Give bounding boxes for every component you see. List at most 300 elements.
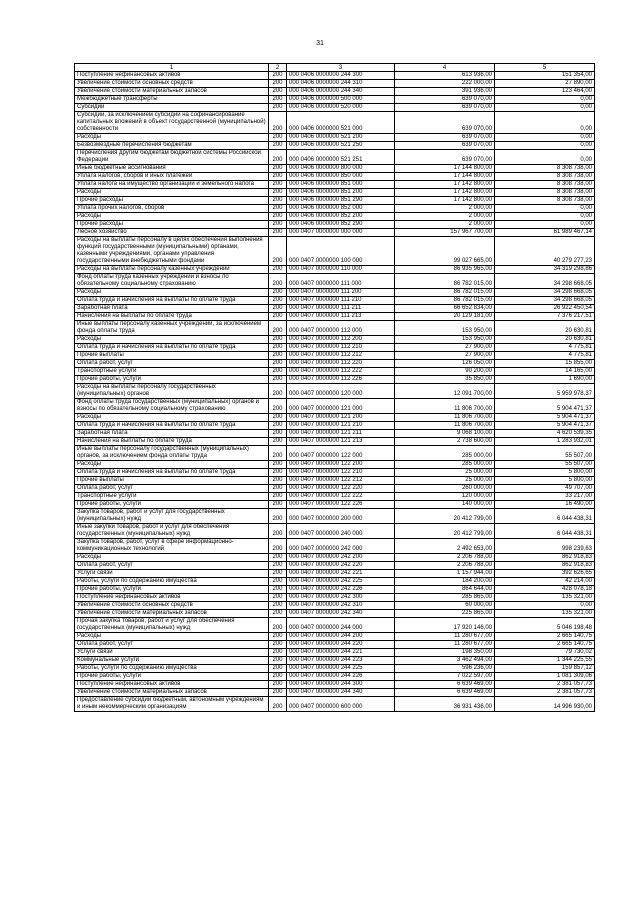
budget-code-cell: 000 0407 0000000 121 210 <box>287 422 395 430</box>
table-row <box>75 673 595 681</box>
row-code-cell: 200 <box>269 485 287 493</box>
executed-amount-cell: 2 381 057,73 <box>495 689 595 697</box>
row-code-cell: 200 <box>269 352 287 360</box>
table-row <box>75 112 595 134</box>
approved-amount-cell: 17 142 800,00 <box>395 197 495 205</box>
row-code-cell: 200 <box>269 586 287 594</box>
row-name-cell: Иные закупки товаров, работ и услуг для обеспечения государственных (муниципальных) нужд <box>75 524 269 539</box>
approved-amount-cell: 285 865,00 <box>395 594 495 602</box>
executed-amount-cell: 5 800,00 <box>495 477 595 485</box>
column-header-1: 1 <box>75 64 269 72</box>
row-name-cell: Закупка товаров, работ и услуг для государственных (муниципальных) нужд <box>75 509 269 524</box>
executed-amount-cell: 2 665 140,75 <box>495 633 595 641</box>
row-name-cell: Начисления на выплаты по оплате труда <box>75 438 269 446</box>
row-name-cell: Субсидии <box>75 104 269 112</box>
executed-amount-cell: 20 630,81 <box>495 321 595 336</box>
budget-code-cell: 000 0407 0000000 112 200 <box>287 336 395 344</box>
approved-amount-cell: 3 462 494,00 <box>395 657 495 665</box>
approved-amount-cell: 9 068 100,00 <box>395 430 495 438</box>
budget-code-cell: 000 0407 0000000 244 300 <box>287 681 395 689</box>
executed-amount-cell: 8 308 738,00 <box>495 181 595 189</box>
approved-amount-cell: 25 000,00 <box>395 469 495 477</box>
executed-amount-cell: 55 507,00 <box>495 446 595 461</box>
approved-amount-cell: 153 950,00 <box>395 336 495 344</box>
budget-code-cell: 000 0407 0000000 242 340 <box>287 610 395 618</box>
approved-amount-cell: 66 652 834,00 <box>395 305 495 313</box>
row-code-cell: 200 <box>269 321 287 336</box>
budget-code-cell: 000 0407 0000000 244 226 <box>287 673 395 681</box>
row-name-cell: Расходы <box>75 189 269 197</box>
executed-amount-cell: 33 217,00 <box>495 493 595 501</box>
table-row <box>75 336 595 344</box>
approved-amount-cell: 86 782 015,00 <box>395 297 495 305</box>
budget-code-cell: 000 0407 0000000 244 225 <box>287 665 395 673</box>
table-row <box>75 681 595 689</box>
table-row <box>75 509 595 524</box>
budget-code-cell: 000 0406 0000000 850 000 <box>287 173 395 181</box>
column-header-3: 3 <box>287 64 395 72</box>
executed-amount-cell: 8 308 738,00 <box>495 189 595 197</box>
approved-amount-cell: 6 639 469,00 <box>395 681 495 689</box>
executed-amount-cell: 5 904 471,37 <box>495 414 595 422</box>
row-name-cell: Закупка товаров, работ, услуг в сфере информационно-коммуникационных технологий <box>75 539 269 554</box>
approved-amount-cell: 120 000,00 <box>395 493 495 501</box>
row-name-cell: Прочие выплаты <box>75 352 269 360</box>
budget-code-cell: 000 0407 0000000 242 200 <box>287 554 395 562</box>
budget-code-cell: 000 0407 0000000 122 220 <box>287 485 395 493</box>
table-row <box>75 189 595 197</box>
approved-amount-cell: 140 000,00 <box>395 501 495 509</box>
row-code-cell: 200 <box>269 414 287 422</box>
budget-code-cell: 000 0406 0000000 500 000 <box>287 96 395 104</box>
row-code-cell: 200 <box>269 430 287 438</box>
row-name-cell: Транспортные услуги <box>75 493 269 501</box>
budget-code-cell: 000 0407 0000000 244 340 <box>287 689 395 697</box>
executed-amount-cell: 0,00 <box>495 602 595 610</box>
row-code-cell: 200 <box>269 641 287 649</box>
executed-amount-cell: 55 507,00 <box>495 461 595 469</box>
row-code-cell: 200 <box>269 197 287 205</box>
table-row <box>75 213 595 221</box>
row-name-cell: Расходы на выплаты персоналу в целях обеспечения выполнения функций государственными (муниципальными) органами, казенными учреждениями, органами управления государственными внебюджетными фондами <box>75 237 269 266</box>
table-row <box>75 313 595 321</box>
row-code-cell: 200 <box>269 446 287 461</box>
row-code-cell: 200 <box>269 72 287 80</box>
approved-amount-cell: 90 200,00 <box>395 368 495 376</box>
approved-amount-cell: 86 782 015,00 <box>395 274 495 289</box>
budget-code-cell: 000 0407 0000000 112 226 <box>287 376 395 384</box>
table-row <box>75 80 595 88</box>
table-row <box>75 229 595 237</box>
table-row <box>75 321 595 336</box>
executed-amount-cell: 5 046 198,48 <box>495 618 595 633</box>
approved-amount-cell: 20 412 799,00 <box>395 509 495 524</box>
table-row <box>75 649 595 657</box>
row-name-cell: Оплата труда и начисления на выплаты по оплате труда <box>75 422 269 430</box>
row-name-cell: Уплата налога на имущество организаций и земельного налога <box>75 181 269 189</box>
budget-code-cell: 000 0407 0000000 240 000 <box>287 524 395 539</box>
table-row <box>75 72 595 80</box>
budget-code-cell: 000 0407 0000000 122 222 <box>287 493 395 501</box>
approved-amount-cell: 86 935 965,00 <box>395 266 495 274</box>
budget-code-cell: 000 0407 0000000 122 212 <box>287 477 395 485</box>
row-code-cell: 200 <box>269 665 287 673</box>
budget-code-cell: 000 0406 0000000 244 310 <box>287 80 395 88</box>
row-code-cell: 200 <box>269 657 287 665</box>
table-row <box>75 485 595 493</box>
row-code-cell: 200 <box>269 165 287 173</box>
row-name-cell: Межбюджетные трансферты <box>75 96 269 104</box>
approved-amount-cell: 25 000,00 <box>395 477 495 485</box>
executed-amount-cell: 34 298 668,05 <box>495 297 595 305</box>
row-code-cell: 200 <box>269 570 287 578</box>
table-row <box>75 594 595 602</box>
row-code-cell: 200 <box>269 524 287 539</box>
executed-amount-cell: 151 354,00 <box>495 72 595 80</box>
table-row <box>75 150 595 165</box>
budget-code-cell: 000 0407 0000000 242 221 <box>287 570 395 578</box>
row-name-cell: Перечисления другим бюджетам бюджетной системы Российской Федерации <box>75 150 269 165</box>
approved-amount-cell: 6 639 469,00 <box>395 689 495 697</box>
row-name-cell: Расходы на выплаты персоналу казенных учреждений <box>75 266 269 274</box>
budget-code-cell: 000 0406 0000000 852 200 <box>287 213 395 221</box>
row-name-cell: Расходы на выплаты персоналу государственных (муниципальных) органов <box>75 384 269 399</box>
budget-code-cell: 000 0407 0000000 112 222 <box>287 368 395 376</box>
approved-amount-cell: 222 000,00 <box>395 80 495 88</box>
executed-amount-cell: 5 904 471,37 <box>495 422 595 430</box>
row-code-cell: 200 <box>269 477 287 485</box>
row-name-cell: Оплата труда и начисления на выплаты по оплате труда <box>75 344 269 352</box>
executed-amount-cell: 862 918,83 <box>495 562 595 570</box>
row-code-cell: 200 <box>269 213 287 221</box>
executed-amount-cell: 392 626,65 <box>495 570 595 578</box>
executed-amount-cell: 0,00 <box>495 221 595 229</box>
budget-code-cell: 000 0407 0000000 111 000 <box>287 274 395 289</box>
table-row <box>75 539 595 554</box>
row-code-cell: 200 <box>269 673 287 681</box>
table-row <box>75 570 595 578</box>
budget-code-cell: 000 0406 0000000 800 000 <box>287 165 395 173</box>
table-row <box>75 360 595 368</box>
budget-code-cell: 000 0407 0000000 112 220 <box>287 360 395 368</box>
approved-amount-cell: 157 967 700,00 <box>395 229 495 237</box>
executed-amount-cell: 8 308 738,00 <box>495 173 595 181</box>
row-name-cell: Поступление нефинансовых активов <box>75 72 269 80</box>
row-code-cell: 200 <box>269 274 287 289</box>
executed-amount-cell: 1 283 932,01 <box>495 438 595 446</box>
table-row <box>75 524 595 539</box>
executed-amount-cell: 79 730,02 <box>495 649 595 657</box>
approved-amount-cell: 12 091 700,00 <box>395 384 495 399</box>
row-name-cell: Расходы <box>75 289 269 297</box>
row-name-cell: Услуги связи <box>75 649 269 657</box>
table-row <box>75 602 595 610</box>
row-name-cell: Увеличение стоимости основных средств <box>75 602 269 610</box>
row-code-cell: 200 <box>269 539 287 554</box>
budget-code-cell: 000 0407 0000000 110 000 <box>287 266 395 274</box>
header-row <box>75 64 595 72</box>
executed-amount-cell: 20 630,81 <box>495 336 595 344</box>
budget-code-cell: 000 0407 0000000 122 226 <box>287 501 395 509</box>
table-row <box>75 446 595 461</box>
row-code-cell: 200 <box>269 633 287 641</box>
approved-amount-cell: 11 280 677,00 <box>395 641 495 649</box>
budget-table <box>74 63 595 712</box>
row-code-cell: 200 <box>269 104 287 112</box>
approved-amount-cell: 2 738 600,00 <box>395 438 495 446</box>
row-name-cell: Прочие работы, услуги <box>75 586 269 594</box>
table-row <box>75 305 595 313</box>
approved-amount-cell: 35 850,00 <box>395 376 495 384</box>
approved-amount-cell: 613 936,00 <box>395 72 495 80</box>
budget-code-cell: 000 0407 0000000 000 000 <box>287 229 395 237</box>
executed-amount-cell: 428 078,18 <box>495 586 595 594</box>
budget-code-cell: 000 0407 0000000 242 000 <box>287 539 395 554</box>
approved-amount-cell: 20 412 799,00 <box>395 524 495 539</box>
row-name-cell: Оплата работ, услуг <box>75 641 269 649</box>
row-name-cell: Субсидии, за исключением субсидий на софинансирование капитальных вложений в объект государственной (муниципальной) собственности <box>75 112 269 134</box>
table-row <box>75 297 595 305</box>
executed-amount-cell: 135 321,00 <box>495 594 595 602</box>
row-code-cell: 200 <box>269 509 287 524</box>
table-row <box>75 289 595 297</box>
executed-amount-cell: 0,00 <box>495 213 595 221</box>
budget-code-cell: 000 0407 0000000 244 223 <box>287 657 395 665</box>
row-name-cell: Безвозмездные перечисления бюджетам <box>75 142 269 150</box>
approved-amount-cell: 86 782 015,00 <box>395 289 495 297</box>
table-row <box>75 697 595 712</box>
budget-code-cell: 000 0407 0000000 121 000 <box>287 399 395 414</box>
executed-amount-cell: 16 490,00 <box>495 501 595 509</box>
budget-code-cell: 000 0406 0000000 851 290 <box>287 197 395 205</box>
row-name-cell: Расходы <box>75 414 269 422</box>
row-name-cell: Увеличение стоимости основных средств <box>75 80 269 88</box>
row-code-cell: 200 <box>269 438 287 446</box>
row-code-cell: 200 <box>269 205 287 213</box>
row-name-cell: Иные бюджетные ассигнования <box>75 165 269 173</box>
row-name-cell: Прочие выплаты <box>75 477 269 485</box>
executed-amount-cell: 15 855,00 <box>495 360 595 368</box>
row-code-cell: 200 <box>269 697 287 712</box>
row-name-cell: Оплата труда и начисления на выплаты по оплате труда <box>75 297 269 305</box>
row-code-cell: 200 <box>269 578 287 586</box>
executed-amount-cell: 135 321,00 <box>495 610 595 618</box>
row-name-cell: Расходы <box>75 213 269 221</box>
column-header-5: 5 <box>495 64 595 72</box>
row-name-cell: Оплата работ, услуг <box>75 562 269 570</box>
budget-code-cell: 000 0407 0000000 242 310 <box>287 602 395 610</box>
row-name-cell: Поступление нефинансовых активов <box>75 681 269 689</box>
row-code-cell: 200 <box>269 493 287 501</box>
budget-code-cell: 000 0407 0000000 120 000 <box>287 384 395 399</box>
row-name-cell: Предоставление субсидий бюджетным, автономным учреждениям и иным некоммерческим организациям <box>75 697 269 712</box>
approved-amount-cell: 198 350,00 <box>395 649 495 657</box>
executed-amount-cell: 34 319 298,86 <box>495 266 595 274</box>
row-name-cell: Услуги связи <box>75 570 269 578</box>
table-row <box>75 274 595 289</box>
column-header-2: 2 <box>269 64 287 72</box>
budget-code-cell: 000 0407 0000000 112 212 <box>287 352 395 360</box>
table-row <box>75 501 595 509</box>
budget-code-cell: 000 0407 0000000 100 000 <box>287 237 395 266</box>
approved-amount-cell: 2 000,00 <box>395 221 495 229</box>
table-row <box>75 266 595 274</box>
row-code-cell: 200 <box>269 221 287 229</box>
approved-amount-cell: 260 000,00 <box>395 485 495 493</box>
approved-amount-cell: 639 070,00 <box>395 96 495 104</box>
table-row <box>75 104 595 112</box>
row-code-cell: 200 <box>269 150 287 165</box>
table-row <box>75 586 595 594</box>
row-code-cell: 200 <box>269 88 287 96</box>
row-name-cell: Прочие расходы <box>75 197 269 205</box>
budget-code-cell: 000 0406 0000000 520 000 <box>287 104 395 112</box>
approved-amount-cell: 639 070,00 <box>395 104 495 112</box>
approved-amount-cell: 17 142 800,00 <box>395 181 495 189</box>
budget-code-cell: 000 0407 0000000 244 221 <box>287 649 395 657</box>
row-name-cell: Поступление нефинансовых активов <box>75 594 269 602</box>
table-row <box>75 384 595 399</box>
row-code-cell: 200 <box>269 142 287 150</box>
executed-amount-cell: 0,00 <box>495 96 595 104</box>
table-row <box>75 399 595 414</box>
row-code-cell: 200 <box>269 297 287 305</box>
budget-code-cell: 000 0406 0000000 244 300 <box>287 72 395 80</box>
table-row <box>75 618 595 633</box>
row-name-cell: Коммунальные услуги <box>75 657 269 665</box>
executed-amount-cell: 998 239,63 <box>495 539 595 554</box>
approved-amount-cell: 2 206 788,00 <box>395 554 495 562</box>
table-row <box>75 142 595 150</box>
row-name-cell: Расходы <box>75 554 269 562</box>
executed-amount-cell: 26 922 450,54 <box>495 305 595 313</box>
approved-amount-cell: 2 000,00 <box>395 205 495 213</box>
row-code-cell: 200 <box>269 469 287 477</box>
row-name-cell: Прочие работы, услуги <box>75 673 269 681</box>
approved-amount-cell: 639 070,00 <box>395 142 495 150</box>
executed-amount-cell: 14 165,00 <box>495 368 595 376</box>
table-row <box>75 88 595 96</box>
executed-amount-cell: 1 081 309,06 <box>495 673 595 681</box>
executed-amount-cell: 14 996 930,00 <box>495 697 595 712</box>
executed-amount-cell: 8 308 738,00 <box>495 165 595 173</box>
row-code-cell: 200 <box>269 173 287 181</box>
approved-amount-cell: 1 157 944,00 <box>395 570 495 578</box>
row-name-cell: Прочая закупка товаров, работ и услуг для обеспечения государственных (муниципальных) нужд <box>75 618 269 633</box>
row-code-cell: 200 <box>269 376 287 384</box>
budget-code-cell: 000 0407 0000000 244 220 <box>287 641 395 649</box>
row-code-cell: 200 <box>269 461 287 469</box>
table-row <box>75 173 595 181</box>
row-code-cell: 200 <box>269 689 287 697</box>
table-row <box>75 181 595 189</box>
row-code-cell: 200 <box>269 336 287 344</box>
table-row <box>75 657 595 665</box>
approved-amount-cell: 36 931 436,00 <box>395 697 495 712</box>
approved-amount-cell: 27 900,00 <box>395 352 495 360</box>
row-code-cell: 200 <box>269 681 287 689</box>
row-name-cell: Оплата труда и начисления на выплаты по оплате труда <box>75 469 269 477</box>
table-row <box>75 344 595 352</box>
executed-amount-cell: 5 904 471,37 <box>495 399 595 414</box>
row-code-cell: 200 <box>269 562 287 570</box>
budget-code-cell: 000 0406 0000000 852 000 <box>287 205 395 213</box>
row-code-cell: 200 <box>269 289 287 297</box>
table-row <box>75 641 595 649</box>
approved-amount-cell: 2 000,00 <box>395 213 495 221</box>
executed-amount-cell: 42 214,00 <box>495 578 595 586</box>
row-code-cell: 200 <box>269 134 287 142</box>
row-name-cell: Фонд оплаты труда казенных учреждений и взносы по обязательному социальному страхованию <box>75 274 269 289</box>
budget-code-cell: 000 0407 0000000 122 200 <box>287 461 395 469</box>
row-name-cell: Расходы <box>75 633 269 641</box>
table-row <box>75 96 595 104</box>
approved-amount-cell: 11 280 677,00 <box>395 633 495 641</box>
row-name-cell: Прочие работы, услуги <box>75 376 269 384</box>
approved-amount-cell: 7 022 597,00 <box>395 673 495 681</box>
row-name-cell: Увеличение стоимости материальных запасов <box>75 88 269 96</box>
row-code-cell: 200 <box>269 618 287 633</box>
budget-code-cell: 000 0407 0000000 112 000 <box>287 321 395 336</box>
approved-amount-cell: 225 865,00 <box>395 610 495 618</box>
row-name-cell: Увеличение стоимости материальных запасов <box>75 689 269 697</box>
row-code-cell: 200 <box>269 266 287 274</box>
table-row <box>75 469 595 477</box>
row-name-cell: Заработная плата <box>75 430 269 438</box>
row-name-cell: Оплата работ, услуг <box>75 360 269 368</box>
executed-amount-cell: 0,00 <box>495 205 595 213</box>
executed-amount-cell: 1 690,00 <box>495 376 595 384</box>
row-code-cell: 200 <box>269 501 287 509</box>
row-code-cell: 200 <box>269 422 287 430</box>
budget-code-cell: 000 0407 0000000 121 200 <box>287 414 395 422</box>
budget-code-cell: 000 0407 0000000 244 200 <box>287 633 395 641</box>
row-code-cell: 200 <box>269 313 287 321</box>
row-code-cell: 200 <box>269 229 287 237</box>
table-row <box>75 578 595 586</box>
budget-code-cell: 000 0407 0000000 200 000 <box>287 509 395 524</box>
budget-code-cell: 000 0406 0000000 521 200 <box>287 134 395 142</box>
row-name-cell: Расходы <box>75 336 269 344</box>
budget-code-cell: 000 0407 0000000 112 210 <box>287 344 395 352</box>
budget-code-cell: 000 0407 0000000 122 000 <box>287 446 395 461</box>
executed-amount-cell: 0,00 <box>495 150 595 165</box>
executed-amount-cell: 4 620 539,35 <box>495 430 595 438</box>
executed-amount-cell: 4 775,81 <box>495 352 595 360</box>
row-name-cell: Иные выплаты персоналу государственных (муниципальных) органов, за исключением фонда оплаты труда <box>75 446 269 461</box>
executed-amount-cell: 8 308 738,00 <box>495 197 595 205</box>
column-header-4: 4 <box>395 64 495 72</box>
row-code-cell: 200 <box>269 368 287 376</box>
row-name-cell: Уплата прочих налогов, сборов <box>75 205 269 213</box>
approved-amount-cell: 391 936,00 <box>395 88 495 96</box>
row-name-cell: Заработная плата <box>75 305 269 313</box>
table-row <box>75 368 595 376</box>
approved-amount-cell: 27 900,00 <box>395 344 495 352</box>
table-row <box>75 165 595 173</box>
approved-amount-cell: 285 000,00 <box>395 446 495 461</box>
row-name-cell: Расходы <box>75 134 269 142</box>
executed-amount-cell: 123 464,00 <box>495 88 595 96</box>
executed-amount-cell: 34 298 668,05 <box>495 289 595 297</box>
table-row <box>75 493 595 501</box>
table-row <box>75 414 595 422</box>
approved-amount-cell: 864 644,00 <box>395 586 495 594</box>
approved-amount-cell: 17 144 800,00 <box>395 173 495 181</box>
row-code-cell: 200 <box>269 80 287 88</box>
row-code-cell: 200 <box>269 237 287 266</box>
executed-amount-cell: 862 918,83 <box>495 554 595 562</box>
